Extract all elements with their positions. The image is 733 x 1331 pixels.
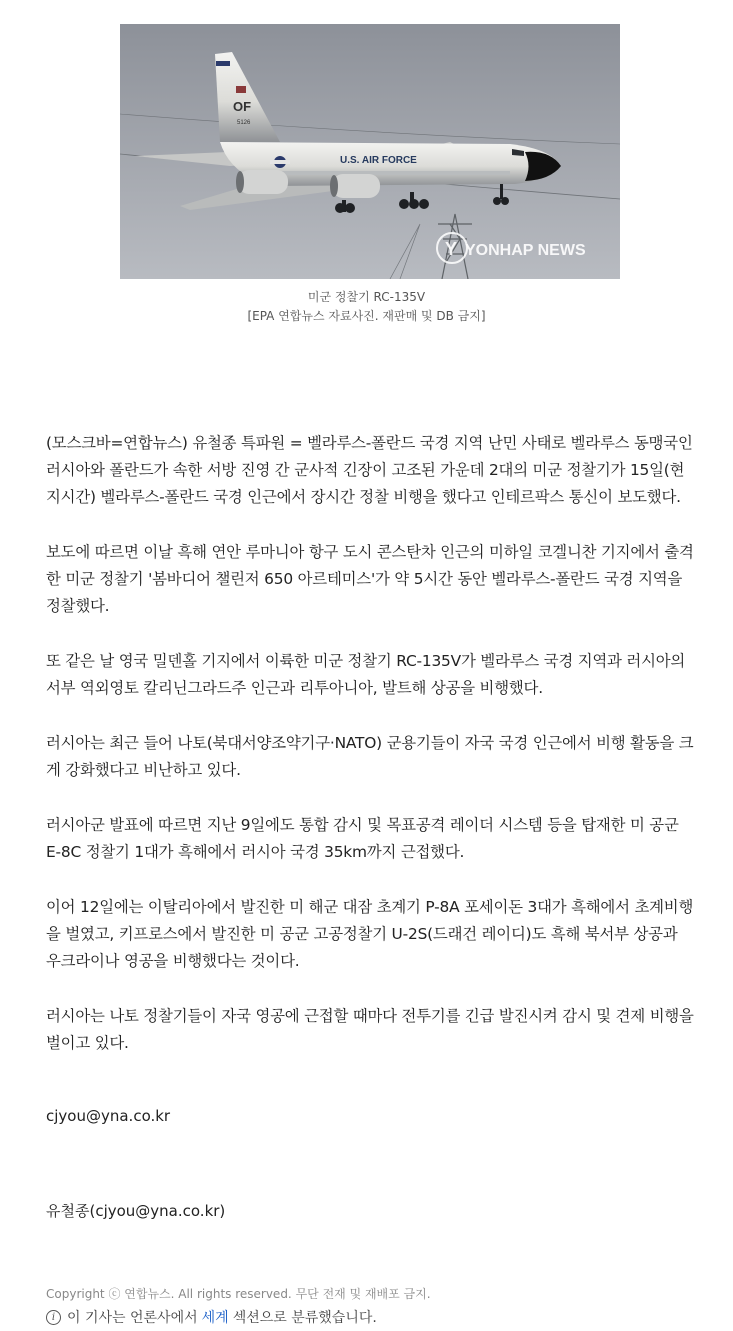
article-paragraph: (모스크바=연합뉴스) 유철종 특파원 = 벨라루스-폴란드 국경 지역 난민 사태로 벨라루스 동맹국인 러시아와 폴란드가 속한 서방 진영 간 군사적 긴장이 고조된 가운데 2대의 미군 정찰기가 15일(현지시간) 벨라루스-폴란드 국경 인근에서 장시간 정찰 비행을 했다고 인테르팍스 통신이 보도했다. <box>46 434 693 506</box>
info-icon: i <box>46 1310 61 1325</box>
article-paragraph: 또 같은 날 영국 밀덴홀 기지에서 이륙한 미군 정찰기 RC-135V가 벨라루스 국경 지역과 러시아의 서부 역외영토 칼리닌그라드주 인근과 리투아니아, 발트해 상공을 비행했다. <box>46 652 686 697</box>
article-paragraph: 보도에 따르면 이날 흑해 연안 루마니아 항구 도시 콘스탄차 인근의 미하일 코겔니찬 기지에서 출격한 미군 정찰기 '봄바디어 챌린저 650 아르테미스'가 약 5시간 동안 벨라루스-폴란드 국경 지역을 정찰했다. <box>46 543 694 615</box>
aircraft-photo <box>120 24 620 279</box>
svg-text:5126: 5126 <box>237 120 251 126</box>
classify-suffix: 섹션으로 분류했습니다. <box>232 1310 377 1326</box>
article-paragraph: 러시아군 발표에 따르면 지난 9일에도 통합 감시 및 목표공격 레이더 시스템 등을 탑재한 미 공군 E-8C 정찰기 1대가 흑해에서 러시아 국경 35km까지 근접했다. <box>46 816 679 861</box>
svg-text:U.S. AIR FORCE: U.S. AIR FORCE <box>340 155 417 166</box>
section-classification <box>46 1307 377 1327</box>
article-paragraph: 러시아는 나토 정찰기들이 자국 영공에 근접할 때마다 전투기를 긴급 발진시켜 감시 및 견제 비행을 벌이고 있다. <box>46 1007 694 1052</box>
copyright-notice: Copyright ⓒ 연합뉴스. All rights reserved. 무단 전재 및 재배포 금지. <box>46 1287 431 1301</box>
reporter-email: cjyou@yna.co.kr <box>46 1107 171 1125</box>
svg-text:Y: Y <box>445 239 458 259</box>
article-photo <box>120 24 620 279</box>
watermark-text: YONHAP NEWS <box>465 242 586 259</box>
photo-caption-title: 미군 정찰기 RC-135V <box>307 290 426 304</box>
classify-prefix: 이 기사는 언론사에서 <box>67 1310 198 1326</box>
article-paragraph: 이어 12일에는 이탈리아에서 발진한 미 해군 대잠 초계기 P-8A 포세이돈 3대가 흑해에서 초계비행을 벌였고, 키프로스에서 발진한 미 공군 고공정찰기 U-2S(드래건 레이디)도 흑해 북서부 상공과 우크라이나 영공을 비행했다는 것이다. <box>46 898 694 970</box>
article-body <box>46 430 696 1085</box>
reporter-byline: 유철종(cjyou@yna.co.kr) <box>46 1202 226 1220</box>
section-link[interactable]: 세계 <box>201 1310 229 1326</box>
article-paragraph: 러시아는 최근 들어 나토(북대서양조약기구·NATO) 군용기들이 자국 국경 인근에서 비행 활동을 크게 강화했다고 비난하고 있다. <box>46 734 694 779</box>
svg-text:OF: OF <box>233 99 252 114</box>
photo-caption-credit: [EPA 연합뉴스 자료사진. 재판매 및 DB 금지] <box>247 309 486 323</box>
